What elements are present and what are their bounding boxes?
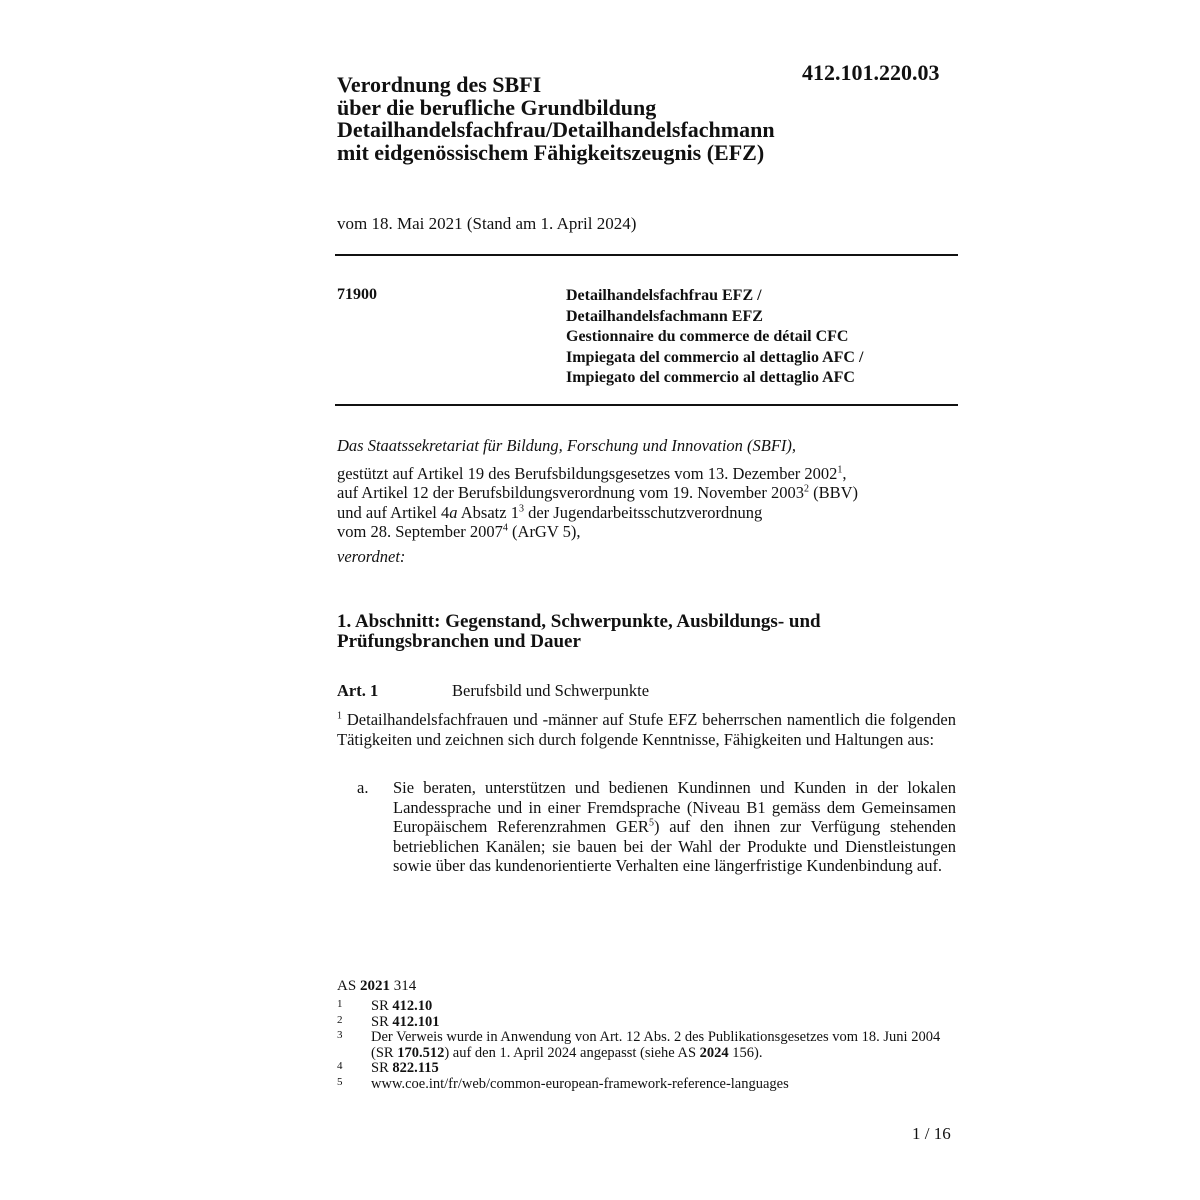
section-heading [337, 612, 957, 652]
issuer-line: Das Staatssekretariat für Bildung, Forschung und Innovation (SBFI), [337, 436, 797, 455]
footnote: 3 Der Verweis wurde in Anwendung von Art. 12 Abs. 2 des Publikationsgesetzes vom 18. Juni 2004 (SR 170.512) auf den 1. April 2024 angepasst (siehe AS 2024 156). [337, 1029, 941, 1061]
basis-line: auf Artikel 12 der Berufsbildungsverordnung vom 19. November 2003$^2$ (BBV) [337, 483, 859, 502]
footnote: 4 SR 822.115 [337, 1060, 439, 1076]
decrees-line: verordnet: [337, 546, 406, 566]
occupation-name: Impiegata del commercio al dettaglio AFC / [566, 348, 864, 366]
page-number: 1 / 16 [912, 1124, 951, 1143]
paragraph-number: 1 [337, 710, 342, 722]
footnote-ref[interactable]: 3 [518, 503, 524, 514]
footnote-ref[interactable]: 1 [837, 464, 843, 475]
sr-number: 412.101.220.03 [802, 60, 940, 85]
list-item: Sie beraten, unterstützen und bedienen Kundinnen und Kunden in der lokalen Landessprache und in einer Fremdsprache (Niveau B1 gemäss dem Gemeinsamen Europäischem Referenzrahmen GER$^5$) auf den ihnen zur Verfügung stehenden betrieblichen Kanälen; sie bauen bei der Wahl der Produkte und Dienstleistungen sowie über das kundenorientierte Verhalten eine längerfristige Kundenbindung auf. [393, 778, 956, 875]
title-line: Detailhandelsfachfrau/Detailhandelsfachmann [337, 117, 775, 142]
occupation-code: 71900 [337, 286, 377, 303]
occupation-name: Detailhandelsfachfrau EFZ / [566, 287, 762, 304]
occupation-name: Impiegato del commercio al dettaglio AFC [566, 369, 855, 386]
date-line: vom 18. Mai 2021 (Stand am 1. April 2024) [337, 214, 637, 233]
section-heading-line: 1. Abschnitt: Gegenstand, Schwerpunkte, Ausbildungs- und [337, 611, 821, 632]
document-title [337, 74, 897, 164]
official-collection-ref: AS 2021 314 [337, 978, 417, 994]
footnote-ref[interactable]: 5 [648, 817, 654, 829]
list-item-letter: a. [357, 778, 369, 797]
occupation-names [566, 286, 956, 389]
basis-line: vom 28. September 2007$^4$ (ArGV 5), [337, 522, 581, 541]
article-label: Art. 1 [337, 681, 379, 700]
bottom-divider [335, 404, 958, 406]
footnote: 1 SR 412.10 [337, 998, 433, 1014]
top-divider [335, 254, 958, 256]
article-title: Berufsbild und Schwerpunkte [452, 681, 650, 700]
basis-line: und auf Artikel 4a Absatz $1^3$ der Jugendarbeitsschutzverordnung [337, 502, 763, 522]
footnote-link[interactable]: www.coe.int/fr/web/common-european-framework-reference-languages [371, 1075, 789, 1092]
occupation-name: Gestionnaire du commerce de détail CFC [566, 328, 849, 345]
footnote: 2 SR 412.101 [337, 1013, 440, 1030]
footnote-ref[interactable]: 4 [502, 522, 508, 534]
footnote: 5 www.coe.int/fr/web/common-european-framework-reference-languages [337, 1075, 789, 1092]
basis-line: gestützt auf Artikel 19 des Berufsbildungsgesetzes vom 13. Dezember 2002$^1$, [337, 463, 847, 483]
title-line: über die berufliche Grundbildung [337, 94, 657, 120]
footnote-ref[interactable]: 2 [803, 483, 809, 495]
title-line: Verordnung des SBFI [337, 72, 542, 97]
article-paragraph: $^1$ Detailhandelsfachfrauen und -männer auf Stufe EFZ beherrschen namentlich die folgenden Tätigkeiten und zeichnen sich durch folgende Kenntnisse, Fähigkeiten und Haltungen aus: [337, 710, 956, 749]
footnotes [337, 999, 957, 1092]
occupation-name: Detailhandelsfachmann EFZ [566, 307, 763, 325]
title-line: mit eidgenössischem Fähigkeitszeugnis (EFZ) [337, 139, 765, 165]
section-heading-line: Prüfungsbranchen und Dauer [337, 631, 581, 652]
preamble [337, 436, 957, 566]
